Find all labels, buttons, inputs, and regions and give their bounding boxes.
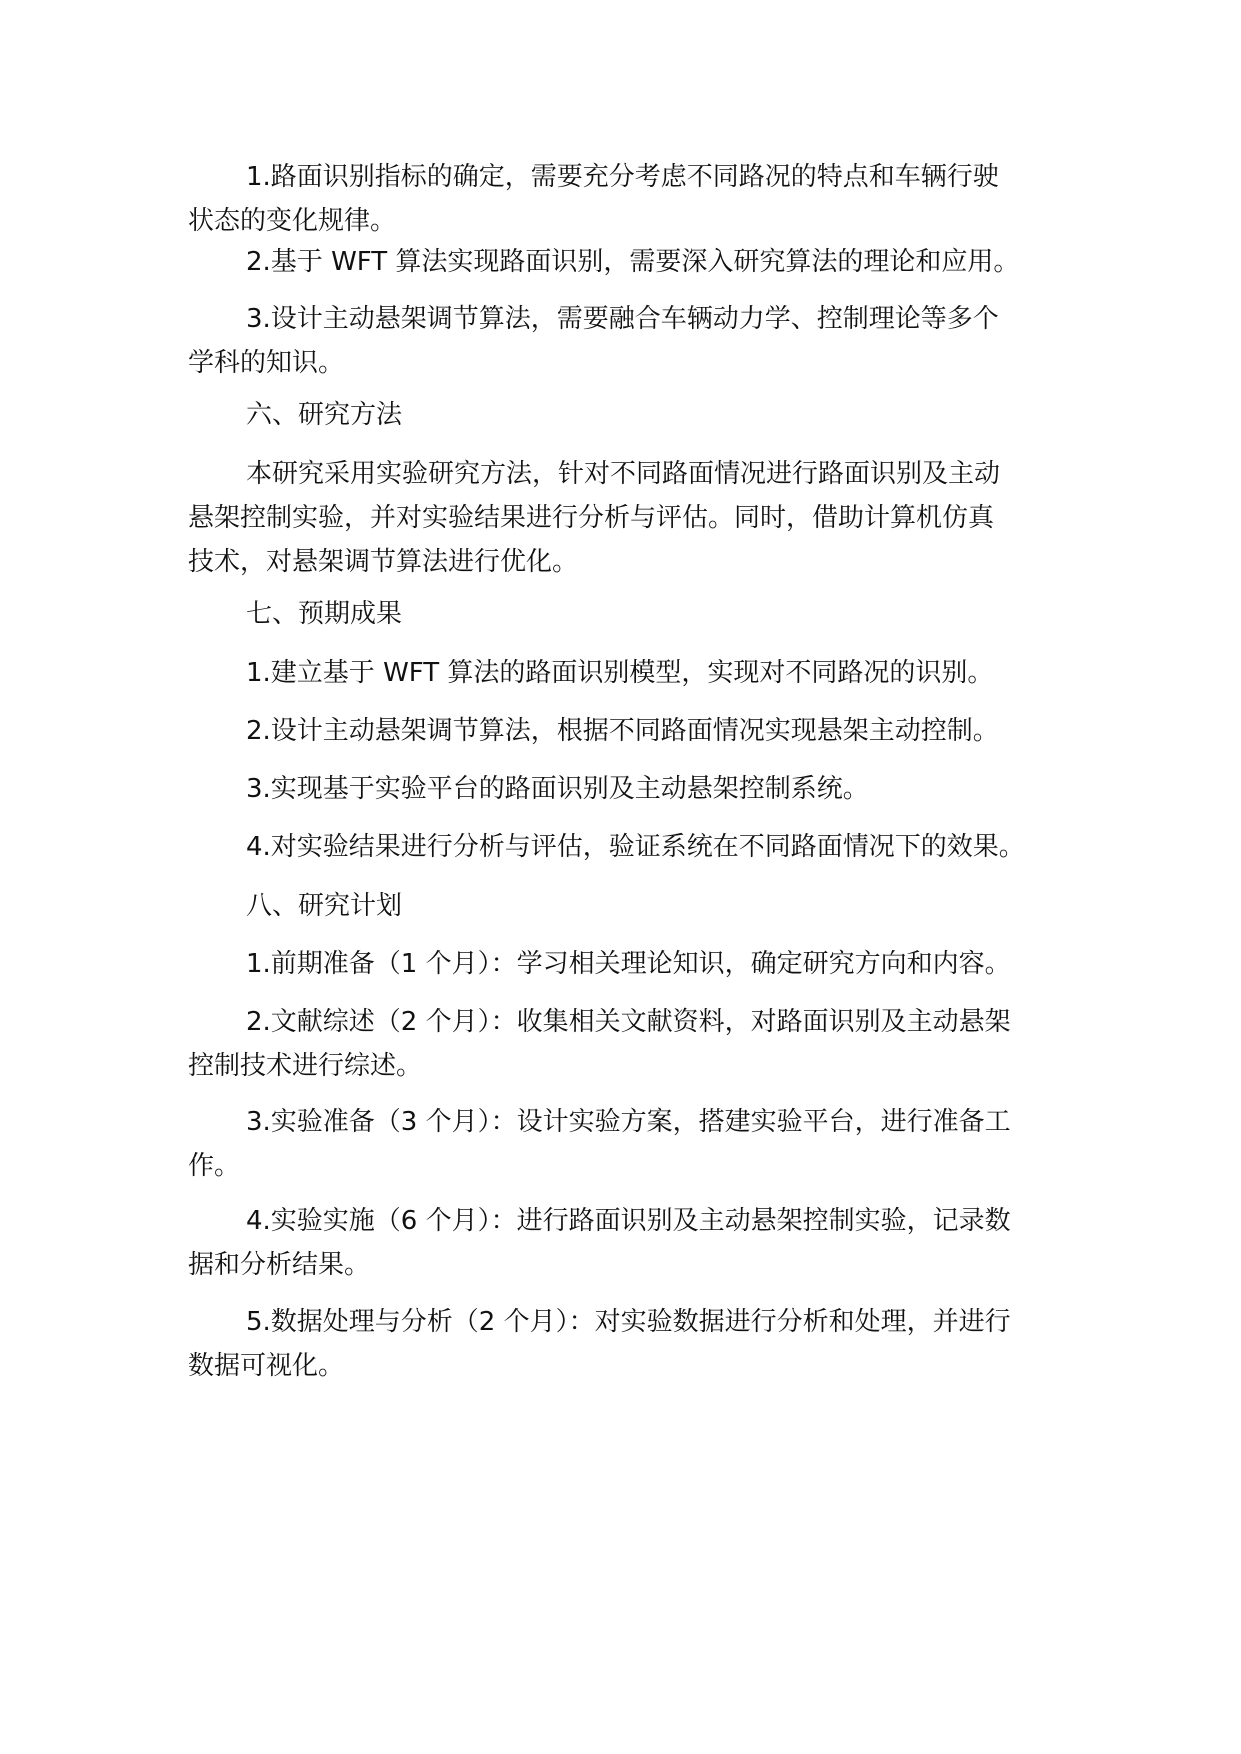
text-line: 4.对实验结果进行分析与评估，验证系统在不同路面情况下的效果。 <box>246 832 1025 862</box>
text-line: 3.设计主动悬架调节算法，需要融合车辆动力学、控制理论等多个 <box>246 304 999 334</box>
paragraph-plan-1 <box>188 942 1068 986</box>
text-line: 1.建立基于 WFT 算法的路面识别模型，实现对不同路况的识别。 <box>246 658 994 688</box>
text-line: 控制技术进行综述。 <box>188 1051 423 1081</box>
paragraph-difficulty-3 <box>188 297 1068 385</box>
text-line: 1.前期准备（1 个月）：学习相关理论知识，确定研究方向和内容。 <box>246 949 1011 979</box>
paragraph-outcome-1 <box>188 651 1068 695</box>
text-line: 状态的变化规律。 <box>188 206 397 236</box>
paragraph-difficulty-2 <box>188 240 1068 284</box>
paragraph-plan-5 <box>188 1300 1068 1388</box>
section-heading-outcomes <box>188 592 1068 636</box>
text-line: 七、预期成果 <box>246 599 403 629</box>
text-line: 1.路面识别指标的确定，需要充分考虑不同路况的特点和车辆行驶 <box>246 162 999 192</box>
text-line: 3.实现基于实验平台的路面识别及主动悬架控制系统。 <box>246 774 869 804</box>
text-line: 作。 <box>188 1151 241 1181</box>
section-heading-methods <box>188 393 1068 437</box>
paragraph-methods <box>188 452 1068 584</box>
text-line: 2.文献综述（2 个月）：收集相关文献资料，对路面识别及主动悬架 <box>246 1007 1011 1037</box>
text-line: 八、研究计划 <box>246 891 403 921</box>
paragraph-difficulty-1 <box>188 155 1068 243</box>
text-line: 悬架控制实验，并对实验结果进行分析与评估。同时，借助计算机仿真 <box>188 503 995 533</box>
paragraph-plan-4 <box>188 1199 1068 1287</box>
text-line: 2.基于 WFT 算法实现路面识别，需要深入研究算法的理论和应用。 <box>246 247 1020 277</box>
text-line: 4.实验实施（6 个月）：进行路面识别及主动悬架控制实验，记录数 <box>246 1206 1011 1236</box>
paragraph-plan-2 <box>188 1000 1068 1088</box>
text-line: 数据可视化。 <box>188 1351 345 1381</box>
text-line: 六、研究方法 <box>246 400 403 430</box>
paragraph-plan-3 <box>188 1100 1068 1188</box>
text-line: 5.数据处理与分析（2 个月）：对实验数据进行分析和处理，并进行 <box>246 1307 1011 1337</box>
section-heading-plan <box>188 884 1068 928</box>
paragraph-outcome-2 <box>188 709 1068 753</box>
text-line: 技术，对悬架调节算法进行优化。 <box>188 547 579 577</box>
text-line: 2.设计主动悬架调节算法，根据不同路面情况实现悬架主动控制。 <box>246 716 999 746</box>
paragraph-outcome-4 <box>188 825 1068 869</box>
text-line: 据和分析结果。 <box>188 1250 371 1280</box>
paragraph-outcome-3 <box>188 767 1068 811</box>
text-line: 3.实验准备（3 个月）：设计实验方案，搭建实验平台，进行准备工 <box>246 1107 1011 1137</box>
text-line: 本研究采用实验研究方法，针对不同路面情况进行路面识别及主动 <box>246 459 1001 489</box>
text-line: 学科的知识。 <box>188 348 345 378</box>
